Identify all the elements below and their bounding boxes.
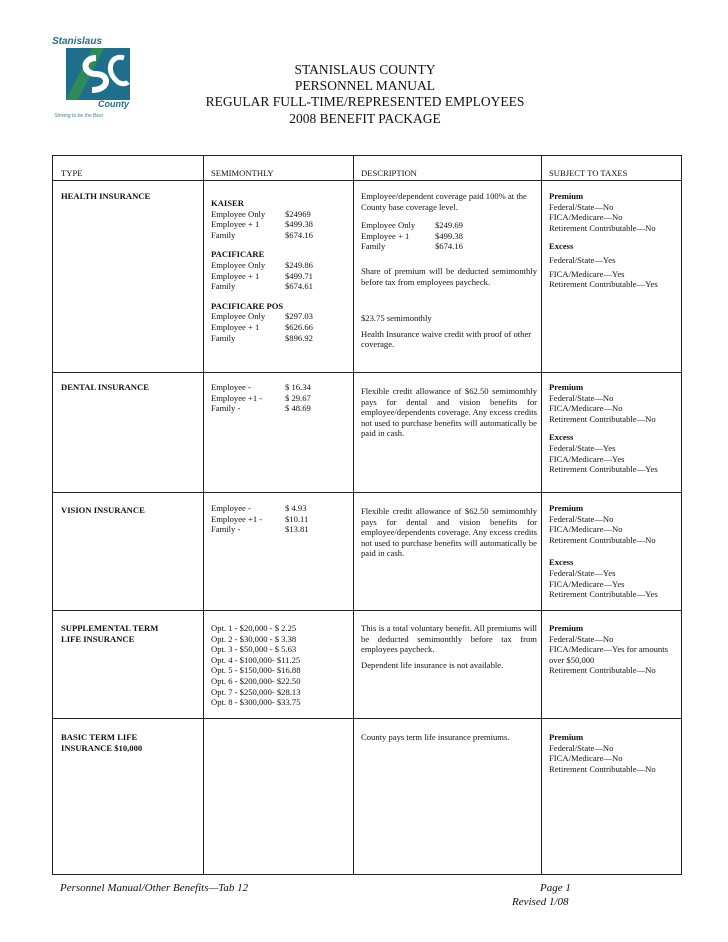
row-divider — [53, 372, 681, 373]
plan-row-value: $249.86 — [285, 259, 313, 270]
county-logo — [52, 36, 140, 120]
supplemental-options — [211, 623, 351, 708]
vision-taxes — [549, 503, 677, 600]
column-divider — [203, 156, 204, 874]
rate-row — [211, 514, 346, 525]
desc-row — [361, 241, 537, 252]
pacificare-pos-label: PACIFICARE POS — [211, 300, 284, 311]
supplemental-desc-voluntary: This is a total voluntary benefit. All premiums will be deducted semimonthly before tax from employees paycheck. — [361, 623, 537, 655]
tax-line: Retirement Contributable—No — [549, 222, 656, 233]
tax-premium-label: Premium — [549, 623, 584, 633]
tax-line: Retirement Contributable—No — [549, 534, 656, 545]
tax-line: Retirement Contributable—No — [549, 763, 656, 774]
plan-row-value: $24969 — [285, 208, 311, 219]
plan-row-value: $499.38 — [285, 219, 313, 230]
plan-row-label: Employee + 1 — [211, 321, 260, 332]
desc-row-value: $674.16 — [435, 241, 463, 252]
supplemental-type — [61, 623, 158, 644]
tax-line: Federal/State—No — [549, 742, 614, 753]
rate-row-value: $10.11 — [285, 513, 309, 524]
desc-row-label: Employee + 1 — [361, 230, 410, 241]
rate-row-value: $ 29.67 — [285, 392, 311, 403]
health-plans — [211, 198, 346, 343]
tax-line: Retirement Contributable—Yes — [549, 464, 658, 475]
supplemental-desc-dependent: Dependent life insurance is not available. — [361, 659, 504, 670]
tax-line: Federal/State—Yes — [549, 254, 616, 265]
plan-row-value: $674.16 — [285, 229, 313, 240]
health-desc-share: Share of premium will be deducted semimonthly before tax from employees paycheck. — [361, 265, 537, 287]
desc-row-value: $499.38 — [435, 230, 463, 241]
plan-row — [211, 281, 346, 292]
rate-row-value: $ 16.34 — [285, 382, 311, 392]
option-row: Opt. 2 - $30,000 - $ 3.38 — [211, 633, 297, 644]
option-row: Opt. 7 - $250,000- $28.13 — [211, 686, 301, 697]
dental-taxes — [549, 382, 677, 475]
tax-line: Federal/State—Yes — [549, 442, 616, 453]
kaiser-label: KAISER — [211, 198, 244, 208]
dental-description: Flexible credit allowance of $62.50 semimonthly pays for dental and vision benefits for employee/dependents coverage. Any excess credits not used to purchase benefits will automatically be paid in cash. — [361, 386, 537, 439]
tax-line: FICA/Medicare—Yes for amounts over $50,000 — [549, 644, 668, 665]
column-header-taxes: SUBJECT TO TAXES — [549, 168, 628, 178]
tax-line: Retirement Contributable—Yes — [549, 589, 658, 600]
desc-row — [361, 231, 537, 242]
plan-row-value: $499.71 — [285, 270, 313, 281]
row-divider — [53, 610, 681, 611]
footer-page-number: Page 1 — [540, 882, 571, 894]
desc-row-label: Employee Only — [361, 220, 416, 231]
plan-row-label: Employee Only — [211, 259, 266, 270]
page-title-line4: 2008 BENEFIT PACKAGE — [289, 111, 441, 126]
logo-tagline: Striving to be the Best — [54, 113, 103, 119]
tax-excess-label: Excess — [549, 432, 574, 443]
plan-row-label: Employee + 1 — [211, 219, 260, 230]
plan-row — [211, 219, 346, 230]
plan-row — [211, 260, 346, 271]
vision-description: Flexible credit allowance of $62.50 semimonthly pays for dental and vision benefits for employee/dependents coverage. Any excess credits not used to purchase benefits will automatically be paid in cash. — [361, 506, 537, 559]
tax-line: FICA/Medicare—No — [549, 212, 623, 223]
rate-row-label: Employee - — [211, 382, 251, 392]
plan-row-label: Employee Only — [211, 311, 266, 322]
plan-row — [211, 322, 346, 333]
tax-line: Federal/State—No — [549, 633, 614, 644]
basic-description: County pays term life insurance premiums. — [361, 732, 510, 742]
desc-row-label: Family — [361, 241, 386, 252]
option-row: Opt. 1 - $20,000 - $ 2.25 — [211, 623, 297, 633]
vision-rates — [211, 503, 346, 535]
supplemental-type-line2: LIFE INSURANCE — [61, 633, 135, 644]
health-taxes — [549, 191, 677, 290]
column-divider — [353, 156, 354, 874]
plan-row-label: Employee + 1 — [211, 270, 260, 281]
plan-row-value: $896.92 — [285, 332, 313, 343]
footer-revised: Revised 1/08 — [512, 896, 569, 908]
option-row: Opt. 8 - $300,000- $33.75 — [211, 697, 301, 708]
tax-line: Federal/State—No — [549, 201, 614, 212]
header-divider — [53, 180, 681, 181]
plan-row — [211, 209, 346, 220]
option-row: Opt. 5 - $150,000- $16.88 — [211, 665, 301, 676]
benefit-table — [52, 155, 682, 875]
plan-row-label: Family — [211, 281, 236, 292]
option-row: Opt. 4 - $100,000- $11.25 — [211, 654, 301, 665]
tax-line: Retirement Contributable—No — [549, 665, 656, 676]
logo-word-county: County — [98, 99, 129, 109]
tax-line: FICA/Medicare—No — [549, 753, 623, 764]
page-title-line3: REGULAR FULL-TIME/REPRESENTED EMPLOYEES — [205, 94, 525, 109]
plan-row-label: Family — [211, 332, 236, 343]
supplemental-taxes — [549, 623, 677, 676]
rate-row — [211, 524, 346, 535]
rate-row — [211, 382, 346, 393]
tax-line: Retirement Contributable—Yes — [549, 279, 658, 290]
plan-row — [211, 333, 346, 344]
rate-row-value: $ 4.93 — [285, 503, 307, 513]
rate-row-label: Employee +1 - — [211, 513, 263, 524]
row-divider — [53, 492, 681, 493]
health-desc-waive-amount: $23.75 semimonthly — [361, 313, 432, 324]
column-header-type: TYPE — [61, 168, 83, 178]
tax-line: Retirement Contributable—No — [549, 413, 656, 424]
plan-row-value: $626.66 — [285, 321, 313, 332]
basic-type-line1: BASIC TERM LIFE — [61, 732, 138, 742]
option-row: Opt. 3 - $50,000 - $ 5.63 — [211, 644, 297, 655]
pacificare-label: PACIFICARE — [211, 249, 265, 260]
tax-excess-label: Excess — [549, 241, 574, 252]
rate-row-value: $13.81 — [285, 524, 309, 535]
vision-type: VISION INSURANCE — [61, 505, 145, 515]
rate-row — [211, 503, 346, 514]
plan-row — [211, 311, 346, 322]
basic-type-line2: INSURANCE $10,000 — [61, 742, 143, 753]
plan-row-label: Family — [211, 229, 236, 240]
basic-taxes — [549, 732, 677, 774]
tax-line: Federal/State—No — [549, 513, 614, 524]
plan-row — [211, 271, 346, 282]
health-desc-coverage: Employee/dependent coverage paid 100% at the County base coverage level. — [361, 191, 527, 212]
tax-premium-label: Premium — [549, 382, 584, 392]
tax-premium-label: Premium — [549, 732, 584, 742]
dental-type: DENTAL INSURANCE — [61, 382, 149, 392]
plan-row — [211, 230, 346, 241]
column-divider — [541, 156, 542, 874]
column-header-description: DESCRIPTION — [361, 168, 417, 178]
tax-line: FICA/Medicare—No — [549, 524, 623, 535]
footer-section: Personnel Manual/Other Benefits—Tab 12 — [60, 882, 249, 894]
plan-row-value: $674.61 — [285, 281, 313, 292]
tax-line: FICA/Medicare—Yes — [549, 268, 625, 279]
tax-line: Federal/State—Yes — [549, 567, 616, 578]
plan-row-value: $297.03 — [285, 311, 313, 322]
rate-row — [211, 393, 346, 404]
health-description — [361, 191, 537, 350]
rate-row-label: Employee - — [211, 503, 251, 513]
rate-row-label: Family - — [211, 403, 241, 414]
health-type: HEALTH INSURANCE — [61, 191, 151, 201]
tax-excess-label: Excess — [549, 557, 574, 568]
option-row: Opt. 6 - $200,000- $22.50 — [211, 675, 301, 686]
plan-row-label: Employee Only — [211, 208, 266, 219]
tax-line: FICA/Medicare—Yes — [549, 453, 625, 464]
rate-row-value: $ 48.69 — [285, 403, 311, 414]
logo-word-stanislaus: Stanislaus — [52, 36, 103, 47]
tax-line: FICA/Medicare—Yes — [549, 578, 625, 589]
page-title-line1: STANISLAUS COUNTY — [294, 62, 436, 77]
supplemental-type-line1: SUPPLEMENTAL TERM — [61, 623, 159, 633]
rate-row-label: Employee +1 - — [211, 392, 263, 403]
tax-line: Federal/State—No — [549, 392, 614, 403]
dental-rates — [211, 382, 346, 414]
tax-line: FICA/Medicare—No — [549, 403, 623, 414]
page-title-line2: PERSONNEL MANUAL — [294, 78, 436, 93]
tax-premium-label: Premium — [549, 191, 584, 201]
health-desc-waive: Health Insurance waive credit with proof of other coverage. — [361, 328, 532, 350]
supplemental-description — [361, 623, 537, 670]
basic-type — [61, 732, 142, 753]
desc-row-value: $249.69 — [435, 220, 463, 231]
tax-premium-label: Premium — [549, 503, 584, 513]
column-header-semimonthly: SEMIMONTHLY — [211, 168, 274, 178]
row-divider — [53, 718, 681, 719]
rate-row — [211, 403, 346, 414]
desc-row — [361, 220, 537, 231]
rate-row-label: Family - — [211, 524, 241, 535]
